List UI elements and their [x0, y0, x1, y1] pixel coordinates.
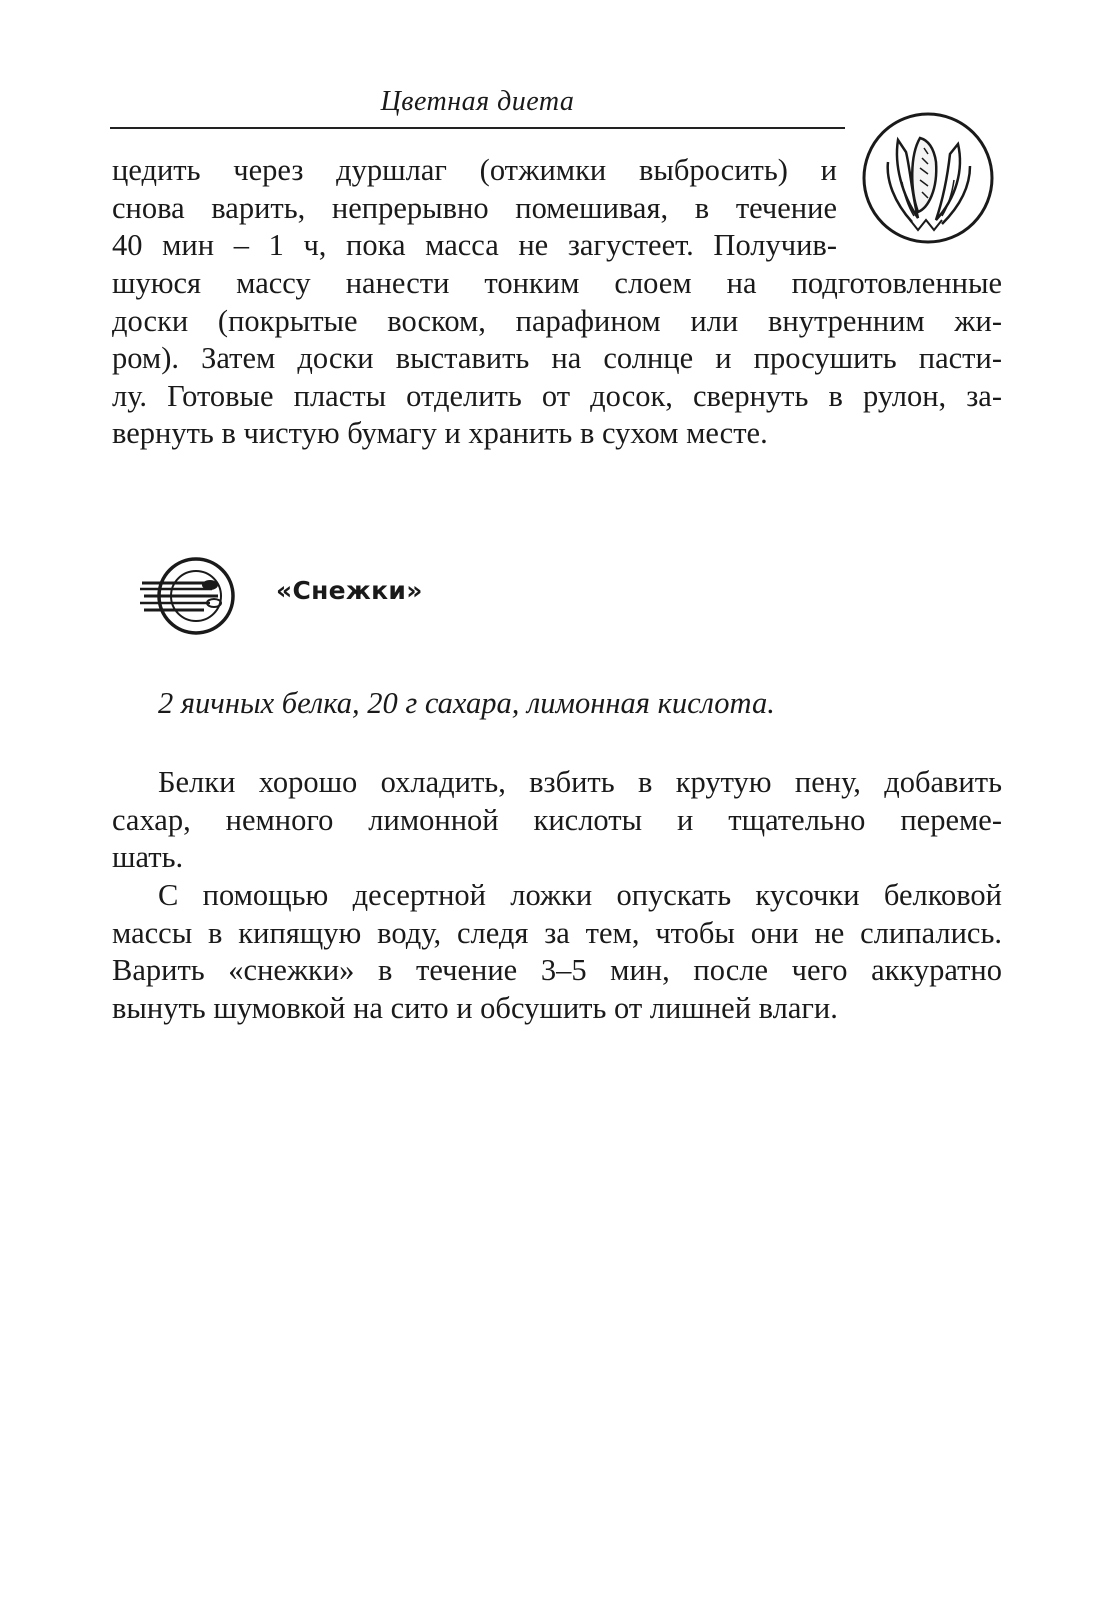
intro-paragraph-narrow — [112, 152, 837, 265]
corn-cob-emblem-icon — [858, 110, 998, 246]
text-line: снова варить, непрерывно помешивая, в течение — [112, 190, 837, 225]
text-line: 40 мин – 1 ч, пока масса не загустеет. Получив- — [112, 228, 837, 262]
text-line: С помощью десертной ложки опускать кусочки белковой — [158, 878, 1002, 912]
intro-paragraph-wide — [112, 265, 1002, 453]
text-line: шуюся массу нанести тонким слоем на подготовленные — [112, 266, 1002, 300]
text-line: доски (покрытые воском, парафином или внутренним жи- — [112, 303, 1002, 338]
recipe-title: «Снежки» — [276, 576, 423, 605]
method-paragraph-2 — [112, 877, 1002, 1027]
text-line: цедить через дуршлаг (отжимки выбросить) и — [112, 153, 837, 187]
method-paragraph-1 — [112, 764, 1002, 877]
plate-cutlery-icon — [138, 555, 242, 637]
running-head: Цветная диета — [380, 86, 575, 117]
header-rule — [110, 127, 845, 129]
text-line: вернуть в чистую бумагу и хранить в сухом месте. — [112, 416, 768, 450]
text-line: лу. Готовые пласты отделить от досок, свернуть в рулон, за- — [112, 378, 1002, 413]
recipe-ingredients: 2 яичных белка, 20 г сахара, лимонная кислота. — [158, 686, 775, 720]
text-line: сахар, немного лимонной кислоты и тщательно переме- — [112, 802, 1002, 837]
text-line: Белки хорошо охладить, взбить в крутую пену, добавить — [158, 765, 1002, 799]
text-line: ром). Затем доски выставить на солнце и просушить пасти- — [112, 341, 1002, 375]
text-line: массы в кипящую воду, следя за тем, чтобы они не слипались. — [112, 915, 1002, 950]
text-line: шать. — [112, 840, 184, 874]
text-line: Варить «снежки» в течение 3–5 мин, после чего аккуратно — [112, 953, 1002, 987]
text-line: вынуть шумовкой на сито и обсушить от лишней влаги. — [112, 990, 838, 1025]
